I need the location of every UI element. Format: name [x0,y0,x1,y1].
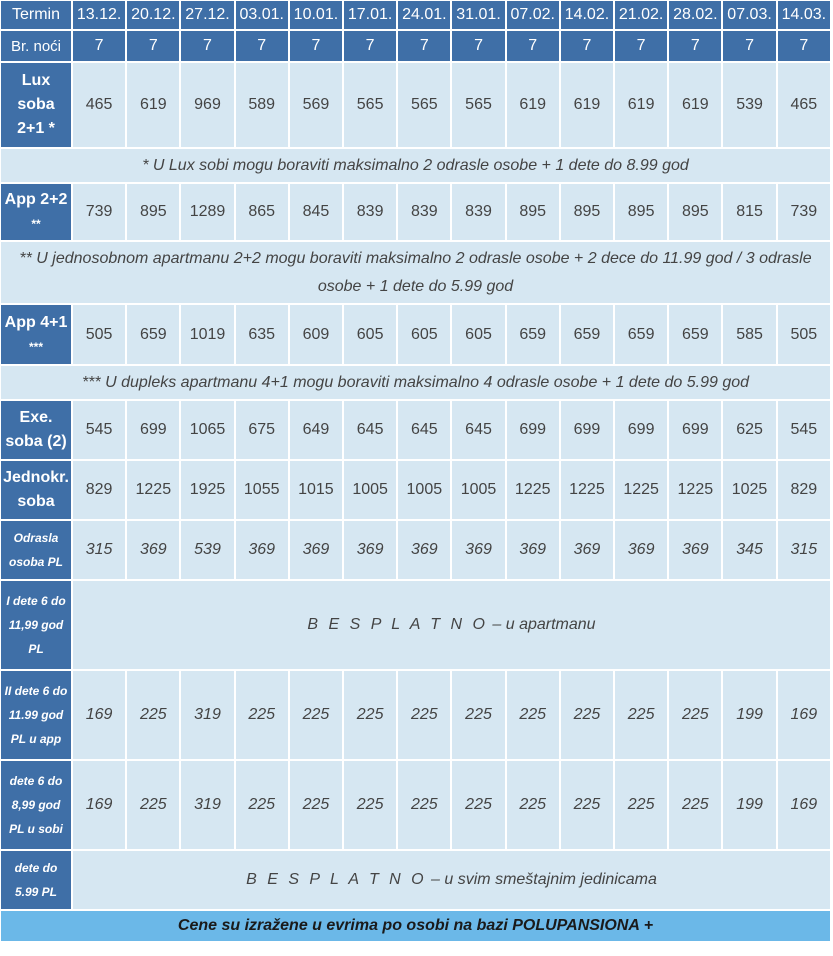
price-cell: 169 [73,671,125,759]
price-cell: 619 [127,63,179,147]
header-date: 31.01. [452,1,504,29]
price-cell: 699 [127,401,179,459]
price-cell: 369 [452,521,504,579]
price-cell: 225 [127,671,179,759]
row-jednokr [1,461,830,519]
price-cell: 605 [344,305,396,364]
price-cell: 369 [398,521,450,579]
price-cell: 225 [615,761,667,849]
price-cell: 659 [561,305,613,364]
price-cell: 625 [723,401,775,459]
price-cell: 315 [73,521,125,579]
free-word: B E S P L A T N O [246,871,427,888]
nights-value: 7 [507,31,559,61]
price-cell: 225 [669,761,721,849]
price-cell: 169 [778,761,830,849]
row-label-line: II dete 6 do [4,684,68,698]
row-label-line: 8,99 god [11,798,61,812]
price-cell: 1289 [181,184,233,240]
price-cell: 319 [181,671,233,759]
note-row-app41 [1,366,830,399]
price-cell: 225 [561,761,613,849]
price-cell: 645 [344,401,396,459]
footer-row [1,911,830,941]
price-cell: 839 [452,184,504,240]
price-cell: 369 [561,521,613,579]
price-cell: 505 [778,305,830,364]
price-cell: 1225 [561,461,613,519]
price-cell: 465 [778,63,830,147]
price-cell: 369 [344,521,396,579]
price-cell: 225 [398,671,450,759]
price-cell: 225 [561,671,613,759]
price-cell: 895 [507,184,559,240]
nights-label: Br. noći [1,31,71,61]
row-exe [1,401,830,459]
row-label-line: soba [17,493,55,510]
price-cell: 225 [127,761,179,849]
header-date: 14.03. [778,1,830,29]
header-date: 07.02. [507,1,559,29]
note-app22: ** U jednosobnom apartmanu 2+2 mogu boraviti maksimalno 2 odrasle osobe + 2 dece do 11.99 god / 3 odrasle osobe + 1 dete do 5.99 god [1,242,830,303]
row-label-line: osoba PL [8,555,63,569]
row-label-line: 11.99 god [8,708,64,722]
price-cell: 969 [181,63,233,147]
free-word: B E S P L A T N O [307,616,488,633]
price-cell: 585 [723,305,775,364]
price-cell: 659 [127,305,179,364]
row-label-line: I dete 6 do [6,594,66,608]
price-cell: 465 [73,63,125,147]
price-cell: 345 [723,521,775,579]
nights-value: 7 [127,31,179,61]
price-cell: 619 [669,63,721,147]
row-lux [1,63,830,147]
row-label-line: *** [28,339,43,354]
row-label-idete [1,581,71,669]
row-label-line: Lux [21,72,51,89]
price-cell: 1225 [669,461,721,519]
price-cell: 609 [290,305,342,364]
price-cell: 675 [236,401,288,459]
nights-value: 7 [561,31,613,61]
header-termin: Termin [1,1,71,29]
price-cell: 225 [236,671,288,759]
note-row-app22 [1,242,830,303]
price-cell: 225 [669,671,721,759]
price-cell: 225 [452,761,504,849]
header-date: 17.01. [344,1,396,29]
price-cell: 1025 [723,461,775,519]
price-cell: 605 [452,305,504,364]
nights-value: 7 [290,31,342,61]
price-cell: 1925 [181,461,233,519]
header-date: 28.02. [669,1,721,29]
price-cell: 1005 [452,461,504,519]
header-date: 07.03. [723,1,775,29]
nights-value: 7 [778,31,830,61]
row-label-line: PL u app [10,732,62,746]
nights-value: 7 [181,31,233,61]
price-cell: 895 [561,184,613,240]
price-cell: 539 [723,63,775,147]
price-cell: 369 [127,521,179,579]
header-date: 21.02. [615,1,667,29]
price-cell: 169 [778,671,830,759]
row-label-line: ** [31,217,41,231]
price-cell: 619 [561,63,613,147]
price-cell: 1225 [507,461,559,519]
row-label-line: 2+1 * [17,120,55,137]
nights-value: 7 [398,31,450,61]
row-label-line: 11,99 god [8,618,64,632]
nights-row [1,31,830,61]
price-cell: 199 [723,671,775,759]
price-cell: 619 [507,63,559,147]
price-cell: 545 [778,401,830,459]
nights-value: 7 [344,31,396,61]
price-cell: 565 [452,63,504,147]
price-cell: 1005 [344,461,396,519]
price-cell: 699 [669,401,721,459]
nights-value: 7 [669,31,721,61]
price-cell: 539 [181,521,233,579]
note-app41: *** U dupleks apartmanu 4+1 mogu boraviti maksimalno 4 odrasle osobe + 1 dete do 5.99 god [1,366,830,399]
price-cell: 505 [73,305,125,364]
row-app41 [1,305,830,364]
header-date: 27.12. [181,1,233,29]
row-label-line: App 2+2 [4,191,68,208]
row-label-lux [1,63,71,147]
row-label-line: Jednokr. [3,469,69,486]
price-cell: 225 [398,761,450,849]
free-note-dete5 [73,851,830,909]
header-row [1,1,830,29]
price-cell: 319 [181,761,233,849]
price-cell: 605 [398,305,450,364]
row-app22 [1,184,830,240]
price-cell: 315 [778,521,830,579]
row-label-line: PL [28,642,44,656]
row-odrasla [1,521,830,579]
price-cell: 829 [73,461,125,519]
free-rest: – u apartmanu [487,616,596,633]
nights-value: 7 [73,31,125,61]
price-cell: 659 [669,305,721,364]
price-cell: 1019 [181,305,233,364]
row-label-iidete [1,671,71,759]
price-cell: 895 [669,184,721,240]
row-dete5 [1,851,830,909]
row-label-line: 5.99 PL [14,885,58,899]
row-label-app41 [1,305,71,364]
price-cell: 699 [507,401,559,459]
price-cell: 659 [507,305,559,364]
free-note-idete [73,581,830,669]
header-date: 13.12. [73,1,125,29]
header-date: 14.02. [561,1,613,29]
price-cell: 815 [723,184,775,240]
row-idete [1,581,830,669]
row-label-line: dete do [14,861,58,875]
row-label-line: soba [17,96,55,113]
price-cell: 699 [561,401,613,459]
price-cell: 565 [344,63,396,147]
price-cell: 895 [127,184,179,240]
price-cell: 649 [290,401,342,459]
row-label-jednokr [1,461,71,519]
price-cell: 895 [615,184,667,240]
row-label-line: App 4+1 [4,313,68,331]
price-cell: 1225 [615,461,667,519]
header-date: 10.01. [290,1,342,29]
price-cell: 169 [73,761,125,849]
price-cell: 199 [723,761,775,849]
free-rest: – u svim smeštajnim jedinicama [426,871,657,888]
price-cell: 1015 [290,461,342,519]
price-cell: 369 [615,521,667,579]
price-cell: 645 [452,401,504,459]
row-label-app22 [1,184,71,240]
price-cell: 1065 [181,401,233,459]
header-date: 24.01. [398,1,450,29]
row-label-line: PL u sobi [9,822,63,836]
price-cell: 699 [615,401,667,459]
price-cell: 659 [615,305,667,364]
note-lux: * U Lux sobi mogu boraviti maksimalno 2 odrasle osobe + 1 dete do 8.99 god [1,149,830,182]
price-cell: 225 [344,761,396,849]
price-cell: 839 [398,184,450,240]
row-label-line: dete 6 do [9,774,63,788]
price-cell: 369 [236,521,288,579]
price-cell: 645 [398,401,450,459]
price-cell: 739 [73,184,125,240]
price-cell: 1225 [127,461,179,519]
nights-value: 7 [236,31,288,61]
price-cell: 545 [73,401,125,459]
price-cell: 225 [290,761,342,849]
price-cell: 225 [236,761,288,849]
price-cell: 829 [778,461,830,519]
price-cell: 1055 [236,461,288,519]
nights-value: 7 [723,31,775,61]
row-dete6 [1,761,830,849]
nights-value: 7 [615,31,667,61]
price-cell: 569 [290,63,342,147]
price-cell: 225 [615,671,667,759]
row-label-dete5 [1,851,71,909]
price-cell: 589 [236,63,288,147]
row-label-dete6 [1,761,71,849]
price-cell: 619 [615,63,667,147]
price-cell: 1005 [398,461,450,519]
note-row-lux [1,149,830,182]
price-cell: 225 [452,671,504,759]
price-cell: 225 [507,671,559,759]
price-cell: 739 [778,184,830,240]
row-label-line: soba (2) [5,433,67,450]
price-cell: 225 [344,671,396,759]
row-label-line: Odrasla [13,531,59,545]
price-cell: 225 [290,671,342,759]
footer-note: Cene su izražene u evrima po osobi na bazi POLUPANSIONA + [1,911,830,941]
price-cell: 635 [236,305,288,364]
price-cell: 865 [236,184,288,240]
price-cell: 839 [344,184,396,240]
row-label-line: Exe. [19,409,53,426]
price-cell: 369 [507,521,559,579]
row-label-odrasla [1,521,71,579]
nights-value: 7 [452,31,504,61]
price-cell: 565 [398,63,450,147]
header-date: 20.12. [127,1,179,29]
row-label-exe [1,401,71,459]
price-cell: 369 [669,521,721,579]
price-cell: 369 [290,521,342,579]
header-date: 03.01. [236,1,288,29]
price-cell: 225 [507,761,559,849]
row-iidete [1,671,830,759]
price-cell: 845 [290,184,342,240]
